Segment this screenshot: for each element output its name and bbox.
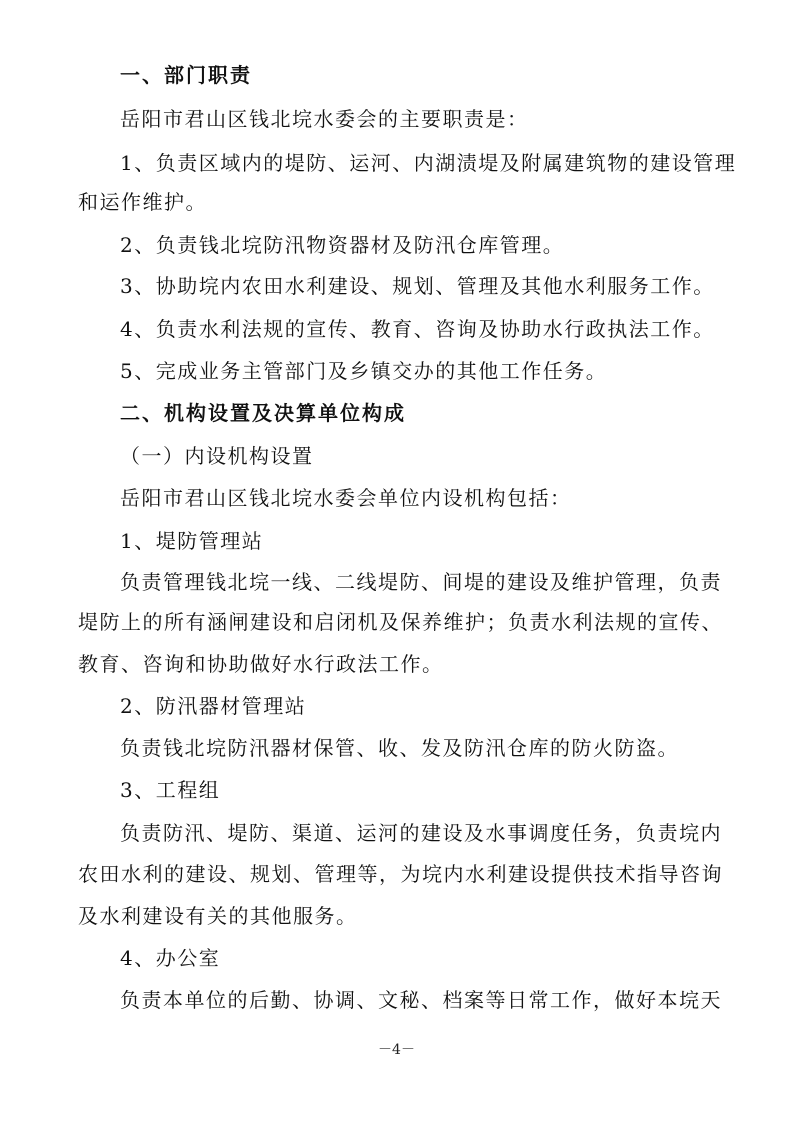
unit-3-desc-line-1: 负责防汛、堤防、渠道、运河的建设及水事调度任务，负责垸内	[120, 821, 722, 845]
unit-1-desc-line-2: 堤防上的所有涵闸建设和启闭机及保养维护；负责水利法规的宣传、	[78, 610, 723, 634]
unit-1-title: 1、堤防管理站	[120, 529, 264, 553]
unit-1-desc-line-3: 教育、咨询和协助做好水行政法工作。	[78, 652, 444, 676]
paragraph-duty-5: 5、完成业务主管部门及乡镇交办的其他工作任务。	[120, 359, 608, 383]
paragraph-duty-1-line-2: 和运作维护。	[78, 190, 207, 214]
paragraph-units-intro: 岳阳市君山区钱北垸水委会单位内设机构包括：	[120, 486, 572, 510]
unit-3-title: 3、工程组	[120, 778, 221, 802]
unit-2-title: 2、防汛器材管理站	[120, 694, 307, 718]
unit-4-title: 4、办公室	[120, 946, 221, 970]
unit-2-desc: 负责钱北垸防汛器材保管、收、发及防汛仓库的防火防盗。	[120, 736, 679, 760]
paragraph-duty-3: 3、协助垸内农田水利建设、规划、管理及其他水利服务工作。	[120, 274, 715, 298]
subheading-internal-units: （一）内设机构设置	[120, 444, 314, 468]
section-heading-organization: 二、机构设置及决算单位构成	[120, 401, 406, 425]
paragraph-duties-intro: 岳阳市君山区钱北垸水委会的主要职责是：	[120, 107, 529, 131]
paragraph-duty-1-line-1: 1、负责区域内的堤防、运河、内湖渍堤及附属建筑物的建设管理	[120, 151, 737, 175]
unit-3-desc-line-2: 农田水利的建设、规划、管理等，为垸内水利建设提供技术指导咨询	[78, 862, 723, 886]
unit-1-desc-line-1: 负责管理钱北垸一线、二线堤防、间堤的建设及维护管理，负责	[120, 570, 722, 594]
page-number: －4－	[378, 1042, 415, 1058]
unit-4-desc-line-1: 负责本单位的后勤、协调、文秘、档案等日常工作，做好本垸天	[120, 988, 722, 1012]
paragraph-duty-2: 2、负责钱北垸防汛物资器材及防汛仓库管理。	[120, 233, 565, 257]
paragraph-duty-4: 4、负责水利法规的宣传、教育、咨询及协助水行政执法工作。	[120, 317, 715, 341]
section-heading-duties: 一、部门职责	[120, 63, 252, 87]
unit-3-desc-line-3: 及水利建设有关的其他服务。	[78, 904, 358, 928]
